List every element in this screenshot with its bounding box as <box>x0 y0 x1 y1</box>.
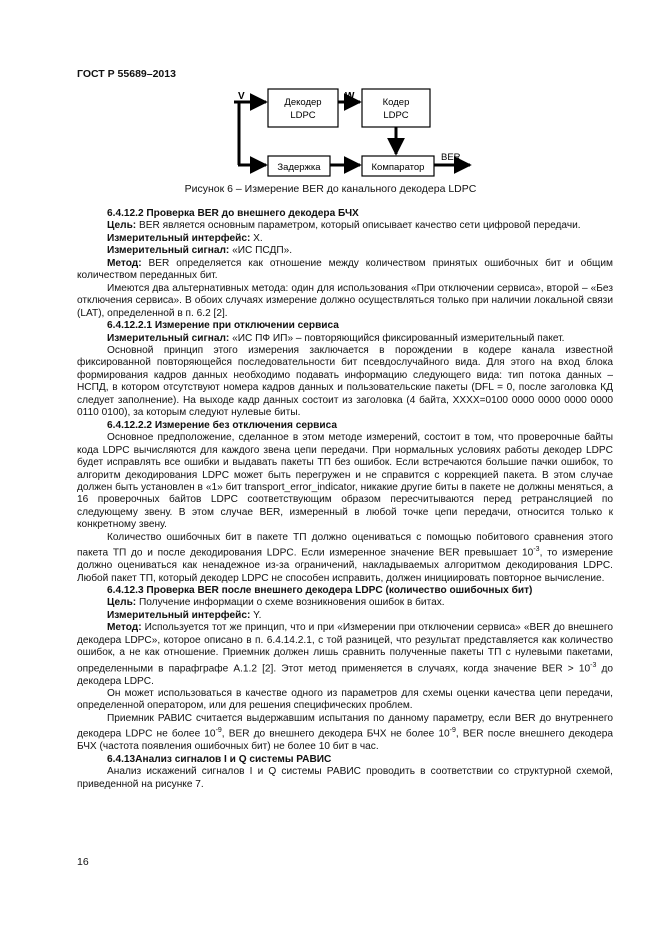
text: , BER после внешнего декодера БЧХ (частота появления ошибочных бит) не более 10 бит в час. <box>77 728 613 753</box>
exponent: -3 <box>590 661 597 669</box>
paragraph <box>77 233 613 245</box>
paragraph <box>77 610 613 622</box>
paragraph <box>77 245 613 257</box>
paragraph: Он может использоваться в качестве одного из параметров для схемы оценки качества цепи передачи, определенной оператором, или для решения специфических проблем. <box>77 687 613 712</box>
encoder-ldpc-box <box>362 89 430 127</box>
label-w: W <box>345 91 355 102</box>
subsection-title: 6.4.12.2.1 Измерение при отключении сервиса <box>107 320 339 332</box>
text: Количество ошибочных бит в пакете ТП должно оцениваться с помощью побитового сравнения этого пакета ТП до и после декодирования LDPC. Если измеренное значение BER превышает 10 <box>77 531 613 559</box>
page-number: 16 <box>77 856 89 868</box>
paragraph <box>77 333 613 345</box>
text: до декодера LDPC. <box>77 663 613 687</box>
text: Y. <box>250 609 262 621</box>
decoder-label-1: Декодер <box>284 97 322 108</box>
subsection-title: 6.4.12.2.2 Измерение без отключения сервиса <box>107 419 337 431</box>
delay-label: Задержка <box>277 162 321 173</box>
decoder-label-2: LDPC <box>290 110 316 121</box>
label: Метод: <box>107 257 142 269</box>
delay-box <box>268 156 330 176</box>
text: , то измерение должно оцениваться как ненадежное из-за ограничений, накладываемых алгоритмом декодирования LDPC. Любой пакет ТП, который декодер LDPC не способен исправить, должен инициировать повторное вычисление. <box>77 547 613 584</box>
paragraph <box>77 258 613 283</box>
paragraph <box>77 532 613 585</box>
paragraph: Имеются два альтернативных метода: один для использования «При отключении сервиса», второй – «Без отключения сервиса». В обоих случаях измерение должно осуществляться только при наличии локальной связи (LAT), определенной в п. 6.2 [2]. <box>77 282 613 319</box>
document-header: ГОСТ Р 55689–2013 <box>77 68 176 80</box>
ber-measurement-diagram <box>0 0 661 200</box>
comparator-box <box>362 156 434 176</box>
text: «ИС ПСДП». <box>229 245 293 257</box>
exponent: -3 <box>533 546 540 554</box>
exponent: -9 <box>215 727 222 735</box>
paragraph <box>77 220 613 232</box>
paragraph <box>77 622 613 688</box>
section-title: 6.4.12.3 Проверка BER после внешнего декодера LDPC (количество ошибочных бит) <box>107 584 533 596</box>
text: X. <box>250 232 263 244</box>
text: BER является основным параметром, который описывает качество сети цифровой передачи. <box>136 220 581 232</box>
label: Цель: <box>107 220 137 232</box>
exponent: -9 <box>449 727 456 735</box>
label: Измерительный сигнал: <box>107 245 230 257</box>
label: Цель: <box>107 597 137 609</box>
paragraph: Анализ искажений сигналов I и Q системы РАВИС проводить в соответствии со структурной схемой, приведенной на рисунке 7. <box>77 766 613 790</box>
paragraph <box>77 713 613 754</box>
input-arrow <box>234 102 266 165</box>
text: Получение информации о схеме возникновения ошибок в битах. <box>136 597 445 609</box>
label: Измерительный интерфейс: <box>107 609 251 621</box>
paragraph <box>77 597 613 609</box>
decoder-ldpc-box <box>268 89 338 127</box>
label-ber: BER <box>441 152 461 163</box>
document-body <box>77 208 613 791</box>
comparator-label: Компаратор <box>371 162 425 173</box>
section-title: 6.4.12.2 Проверка BER до внешнего декодера БЧХ <box>107 208 359 219</box>
text: BER определяется как отношение между количеством принятых ошибочных бит и общим количеством переданных бит. <box>77 257 613 282</box>
section-title: 6.4.13Анализ сигналов I и Q системы РАВИС <box>107 753 332 765</box>
text: , BER до внешнего декодера БЧХ не более 10 <box>221 728 450 740</box>
paragraph: Основной принцип этого измерения заключается в порождении в кодере канала известной фиксированной повторяющейся последовательности бит псевдослучайного вида. Для этого на вход блока формирования кадров данных необходимо подавать информацию следующего вида: тип потока данных – НСПД, в котором отсутствуют номера кадров данных и пользовательские пакеты (DFL = 0, после заголовка КД следует заполнение). На выходе кадр данных состоит из заголовка (4 байта, XXXX=0100 0000 0000 0000 0000 0110 0100), за которым следуют нулевые биты. <box>77 344 613 419</box>
encoder-label-1: Кодер <box>382 97 410 108</box>
label: Измерительный интерфейс: <box>107 232 251 244</box>
text: Приемник РАВИС считается выдержавшим испытания по данному параметру, если BER до внутреннего декодера LDPC не более 10 <box>77 712 613 740</box>
text: Используется тот же принцип, что и при «Измерении при отключении сервиса» «BER до внешнего декодера LDPC», которое описано в п. 6.4.14.2.1, с той разницей, что результат представляется как количество ошибок, а не как отношение. Приемник должен лишь сравнить полученные пакеты ТП с нулевыми пакетами, определенными в парафграфе А.1.2 [2]. Этот метод применяется в случаях, когда значение BER > 10 <box>77 622 613 675</box>
paragraph: Основное предположение, сделанное в этом методе измерений, состоит в том, что проверочные байты кода LDPC вычисляются для каждого звена цепи передачи. При нормальных условиях работы декодер LDPC будет исправлять все ошибки и выдавать пакеты ТП без ошибок. Если встречаются большие пачки ошибок, то алгоритм декодирования LDPC может быть перегружен и не справится с коррекцией пакета. В этом случае должен быть установлен в «1» бит transport_error_indicator, никакие другие биты в пакете не должны меняться, а 16 проверочных байтов LDPC соответствующим образом пересчитываются перед ретрансляцией по следующему звену. В этом случае BER, измеренный в любой точке цепи передачи, относится только к конкретному звену. <box>77 432 613 531</box>
label: Измерительный сигнал: <box>107 332 230 344</box>
label-v: V <box>238 91 245 102</box>
label: Метод: <box>107 622 142 634</box>
figure-caption: Рисунок 6 – Измерение BER до канального декодера LDPC <box>184 183 477 195</box>
encoder-label-2: LDPC <box>383 110 409 121</box>
text: «ИС ПФ ИП» – повторяющийся фиксированный измерительный пакет. <box>229 332 565 344</box>
